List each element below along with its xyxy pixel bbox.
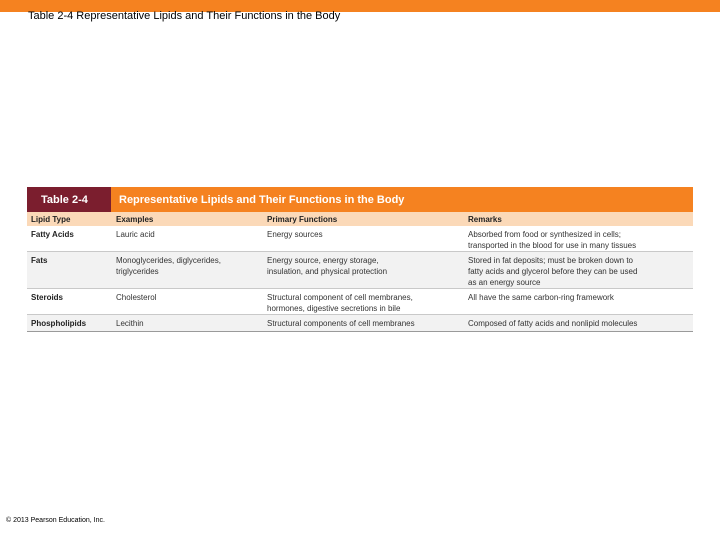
lipids-table (27, 187, 693, 332)
cell-line: Energy source, energy storage, (267, 256, 379, 265)
cell-remarks (468, 255, 693, 288)
cell-line: hormones, digestive secretions in bile (267, 304, 401, 313)
cell-functions (267, 318, 468, 331)
cell-lipid-type: Fats (31, 256, 48, 265)
cell-remarks (468, 292, 693, 314)
cell-line: Lauric acid (116, 230, 155, 239)
cell-line: Energy sources (267, 230, 323, 239)
cell-line: Monoglycerides, diglycerides, (116, 256, 221, 265)
cell-line: All have the same carbon-ring framework (468, 293, 614, 302)
cell-functions (267, 255, 468, 288)
cell-functions (267, 292, 468, 314)
cell-line: Absorbed from food or synthesized in cells; (468, 230, 621, 239)
copyright-notice: © 2013 Pearson Education, Inc. (6, 517, 105, 524)
cell-line: Cholesterol (116, 293, 157, 302)
table-row (27, 226, 693, 252)
cell-line: Structural component of cell membranes, (267, 293, 413, 302)
cell-line: as an energy source (468, 278, 541, 287)
column-header-remarks: Remarks (468, 214, 502, 224)
table-caption: Representative Lipids and Their Functions in the Body (111, 187, 693, 212)
cell-lipid-type: Phospholipids (31, 319, 87, 328)
cell-line: triglycerides (116, 267, 159, 276)
cell-lipid-type: Fatty Acids (31, 230, 74, 239)
cell-remarks (468, 318, 693, 331)
cell-line: fatty acids and glycerol before they can be used (468, 267, 638, 276)
column-header-row (27, 212, 693, 226)
cell-line: Composed of fatty acids and nonlipid molecules (468, 319, 638, 328)
cell-line: insulation, and physical protection (267, 267, 388, 276)
table-row (27, 289, 693, 315)
cell-remarks (468, 229, 693, 251)
cell-examples (116, 318, 267, 331)
table-header (27, 187, 693, 212)
cell-examples (116, 229, 267, 251)
cell-line: Structural components of cell membranes (267, 319, 415, 328)
table-row (27, 252, 693, 289)
table-number: Table 2-4 (27, 187, 111, 212)
cell-examples (116, 292, 267, 314)
column-header-lipid-type: Lipid Type (31, 214, 71, 224)
column-header-primary-functions: Primary Functions (267, 214, 338, 224)
cell-functions (267, 229, 468, 251)
cell-line: transported in the blood for use in many tissues (468, 241, 637, 250)
column-header-examples: Examples (116, 214, 154, 224)
cell-lipid-type: Steroids (31, 293, 64, 302)
cell-line: Lecithin (116, 319, 144, 328)
table-row (27, 315, 693, 332)
slide-title: Table 2-4 Representative Lipids and Their Functions in the Body (28, 10, 341, 22)
cell-line: Stored in fat deposits; must be broken down to (468, 256, 633, 265)
cell-examples (116, 255, 267, 288)
